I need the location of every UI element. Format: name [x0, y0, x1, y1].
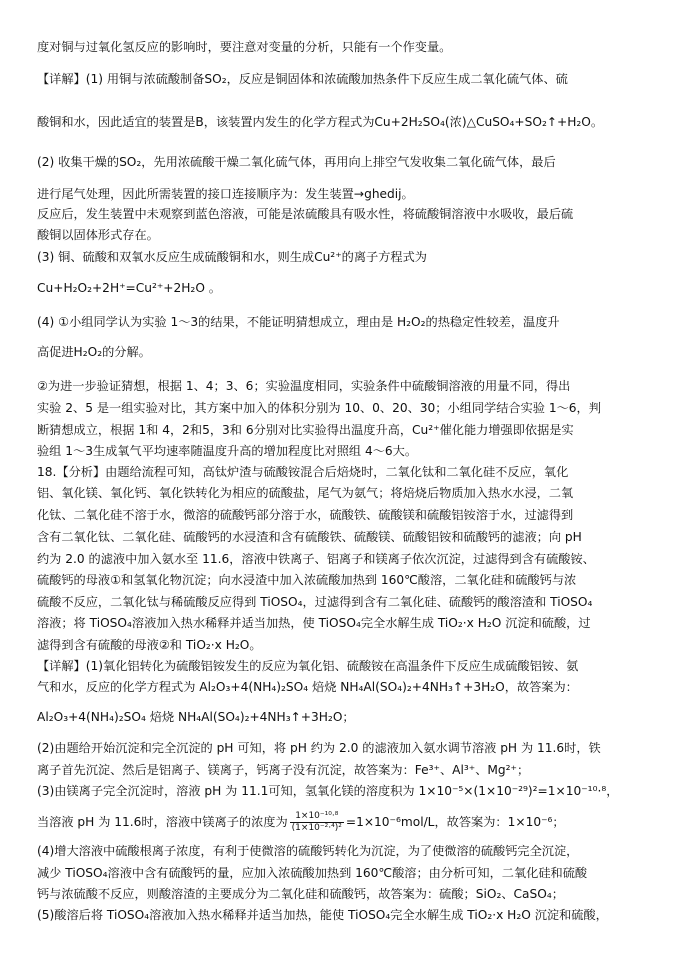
text-line: ②为进一步验证猜想，根据 1、4；3、6；实验温度相同，实验条件中硫酸铜溶液的用量不同，得出: [37, 379, 571, 393]
fraction-prefix: 当溶液 pH 为 11.6时，溶液中镁离子的浓度为: [37, 815, 288, 829]
text-line: (4) ①小组同学认为实验 1～3的结果，不能证明猜想成立，理由是 H₂O₂的热稳定性较差，温度升: [37, 315, 560, 329]
text-line: (2)由题给开始沉淀和完全沉淀的 pH 可知，将 pH 约为 2.0 的滤液加入氨水调节溶液 pH 为 11.6时，铁: [37, 741, 601, 755]
text-line: 离子首先沉淀、然后是铝离子、镁离子，钙离子没有沉淀，故答案为：Fe³⁺、Al³⁺、Mg²⁺；: [37, 763, 530, 777]
text-line: (4)增大溶液中硫酸根离子浓度，有利于使微溶的硫酸钙转化为沉淀，为了使微溶的硫酸钙完全沉淀，: [37, 844, 579, 858]
text-line: 实验 2、5 是一组实验对比，其方案中加入的体积分别为 10、0、20、30；小组同学结合实验 1～6，判: [37, 401, 601, 415]
text-line: 验组 1～3生成氧气平均速率随温度升高的增加程度比对照组 4～6大。: [37, 444, 418, 458]
text-line: 高促进H₂O₂的分解。: [37, 345, 151, 359]
text-line: (2) 收集干燥的SO₂，先用浓硫酸干燥二氧化硫气体，再用向上排空气发收集二氧化硫气体，最后: [37, 155, 556, 169]
text-line: 减少 TiOSO₄溶液中含有硫酸钙的量，应加入浓硫酸加热到 160℃酸溶；由分析可知，二氧化硅和硫酸: [37, 866, 588, 880]
text-line: 18.【分析】由题给流程可知，高钛炉渣与硫酸铵混合后焙烧时，二氧化钛和二氧化硅不反应，氧化: [37, 465, 569, 479]
text-line: 断猜想成立，根据 1和 4，2和5，3和 6分别对比实验得出温度升高，Cu²⁺催化能力增强即依据是实: [37, 423, 574, 437]
fraction-numerator: 1×10⁻¹⁰·⁸: [290, 811, 344, 823]
text-line: 进行尾气处理，因此所需装置的接口连接顺序为：发生装置→ghedij。: [37, 187, 414, 201]
text-line: 酸铜和水，因此适宜的装置是B，该装置内发生的化学方程式为Cu+2H₂SO₄(浓)△CuSO₄+SO₂↑+H₂O。: [37, 115, 604, 129]
text-line: 溶液；将 TiOSO₄溶液加入热水稀释并适当加热，使 TiOSO₄完全水解生成 TiO₂·x H₂O 沉淀和硫酸，过: [37, 616, 591, 630]
text-line: 硫酸钙的母液①和氢氧化物沉淀；向水浸渣中加入浓硫酸加热到 160℃酸溶，二氧化硅和硫酸钙与浓: [37, 573, 577, 587]
text-line: 钙与浓硫酸不反应，则酸溶渣的主要成分为二氧化硅和硫酸钙，故答案为：硫酸；SiO₂、CaSO₄；: [37, 887, 564, 901]
text-line: 约为 2.0 的滤液中加入氨水至 11.6，溶液中铁离子、铝离子和镁离子依次沉淀，过滤得到含有硫酸铵、: [37, 552, 595, 566]
text-line: 【详解】(1)氧化铝转化为硫酸铝铵发生的反应为氧化铝、硫酸铵在高温条件下反应生成硫酸铝铵、氨: [37, 659, 579, 673]
text-line: 【详解】(1) 用铜与浓硫酸制备SO₂，反应是铜固体和浓硫酸加热条件下反应生成二氧化硫气体、硫: [37, 72, 568, 86]
text-line: 反应后，发生装置中未观察到蓝色溶液，可能是浓硫酸具有吸水性，将硫酸铜溶液中水吸收，最后硫: [37, 207, 574, 221]
text-line: Cu+H₂O₂+2H⁺=Cu²⁺+2H₂O 。: [37, 281, 221, 295]
text-line: 气和水，反应的化学方程式为 Al₂O₃+4(NH₄)₂SO₄ 焙烧 NH₄Al(SO₄)₂+4NH₃↑+3H₂O，故答案为：: [37, 680, 578, 694]
text-line: (3)由镁离子完全沉淀时，溶液 pH 为 11.1可知，氢氧化镁的溶度积为 1×10⁻⁵×(1×10⁻²⁹)²=1×10⁻¹⁰·⁸，: [37, 784, 619, 798]
text-line-with-fraction: [37, 807, 657, 837]
concentration-fraction: [290, 811, 344, 834]
text-line: 滤得到含有硫酸的母液②和 TiO₂·x H₂O。: [37, 638, 262, 652]
text-line: (5)酸溶后将 TiOSO₄溶液加入热水稀释并适当加热，能使 TiOSO₄完全水解生成 TiO₂·x H₂O 沉淀和硫酸，: [37, 908, 608, 922]
text-line: 度对铜与过氧化氢反应的影响时，要注意对变量的分析，只能有一个作变量。: [37, 40, 452, 54]
text-line: (3) 铜、硫酸和双氧水反应生成硫酸铜和水，则生成Cu²⁺的离子方程式为: [37, 250, 427, 264]
text-line: 含有二氧化钛、二氧化硅、硫酸钙的水浸渣和含有硫酸铁、硫酸镁、硫酸铝铵和硫酸钙的滤液；向 pH: [37, 530, 582, 544]
text-line: 化钛、二氧化硅不溶于水，微溶的硫酸钙部分溶于水，硫酸铁、硫酸镁和硫酸铝铵溶于水，过滤得到: [37, 508, 574, 522]
fraction-suffix: =1×10⁻⁶mol/L，故答案为：1×10⁻⁶；: [345, 815, 565, 829]
text-line: Al₂O₃+4(NH₄)₂SO₄ 焙烧 NH₄Al(SO₄)₂+4NH₃↑+3H₂O；: [37, 710, 355, 724]
text-line: 硫酸不反应，二氧化钛与稀硫酸反应得到 TiOSO₄，过滤得到含有二氧化硅、硫酸钙的酸溶渣和 TiOSO₄: [37, 595, 593, 609]
text-line: 铝、氧化镁、氧化钙、氧化铁转化为相应的硫酸盐，尾气为氨气；将焙烧后物质加入热水水浸，二氧: [37, 486, 574, 500]
fraction-denominator: (1×10⁻²·⁴)²: [291, 823, 342, 833]
text-line: 酸铜以固体形式存在。: [37, 228, 159, 242]
